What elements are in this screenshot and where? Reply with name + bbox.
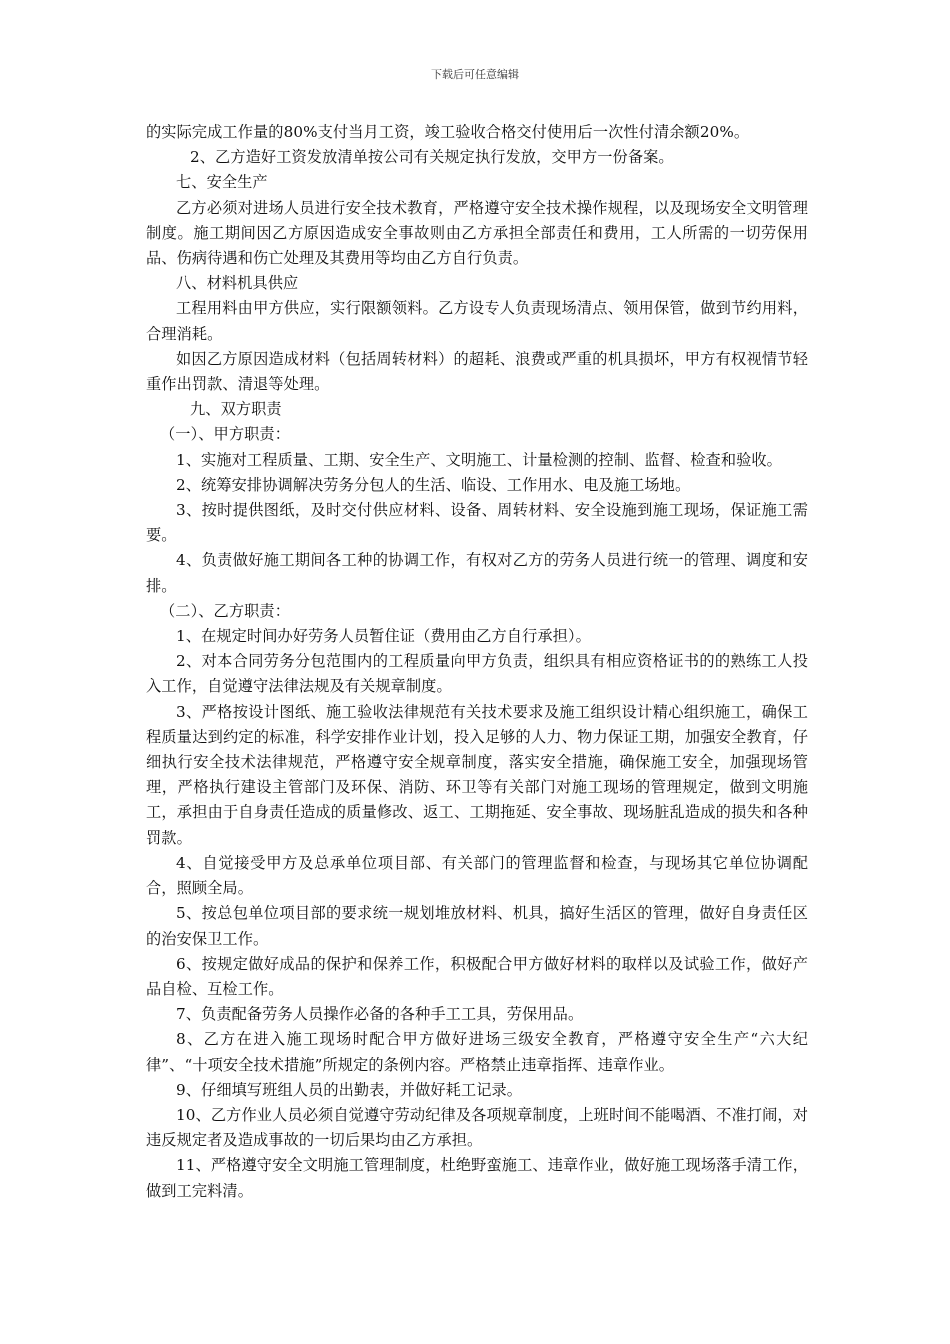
paragraph-payment-continuation: 的实际完成工作量的80%支付当月工资，竣工验收合格交付使用后一次性付清余额20%。 [146,123,750,141]
paragraph-safety: 乙方必须对进场人员进行安全技术教育，严格遵守安全技术操作规程，以及现场安全文明管理制度。施工期间因乙方原因造成安全事故则由乙方承担全部责任和费用，工人所需的一切劳保用品、伤病待遇和伤亡处理及其费用等均由乙方自行负责。 [146,198,808,268]
subheading-party-b: （二）、乙方职责： [160,601,290,620]
list-item: 9、仔细填写班组人员的出勤表，并做好耗工记录。 [176,1080,523,1099]
document-body [146,120,808,1204]
list-item: 5、按总包单位项目部的要求统一规划堆放材料、机具，搞好生活区的管理，做好自身责任区的治安保卫工作。 [146,904,808,948]
section-heading-materials: 八、材料机具供应 [176,274,299,293]
list-item: 2、对本合同劳务分包范围内的工程质量向甲方负责，组织具有相应资格证书的的熟练工人投入工作，自觉遵守法律法规及有关规章制度。 [146,652,808,696]
paragraph-materials-supply: 工程用料由甲方供应，实行限额领料。乙方设专人负责现场清点、领用保管，做到节约用料，合理消耗。 [146,299,808,343]
list-item: 6、按规定做好成品的保护和保养工作，积极配合甲方做好材料的取样以及试验工作，做好产品自检、互检工作。 [146,954,808,998]
list-item: 8、乙方在进入施工现场时配合甲方做好进场三级安全教育，严格遵守安全生产“六大纪律”、“十项安全技术措施”所规定的条例内容。严格禁止违章指挥、违章作业。 [146,1030,808,1074]
list-item: 2、统筹安排协调解决劳务分包人的生活、临设、工作用水、电及施工场地。 [176,475,691,494]
list-item: 4、负责做好施工期间各工种的协调工作，有权对乙方的劳务人员进行统一的管理、调度和安排。 [146,551,808,595]
paragraph-payroll-list: 2、乙方造好工资发放清单按公司有关规定执行发放，交甲方一份备案。 [190,148,674,167]
list-item: 3、严格按设计图纸、施工验收法律规范有关技术要求及施工组织设计精心组织施工，确保工程质量达到约定的标准，科学安排作业计划，投入足够的人力、物力保证工期，加强安全教育，仔细执行安全技术法律规范，严格遵守安全规章制度，落实安全措施，确保施工安全，加强现场管理，严格执行建设主管部门及环保、消防、环卫等有关部门对施工现场的管理规定，做到文明施工，承担由于自身责任造成的质量修改、返工、工期拖延、安全事故、现场脏乱造成的损失和各种罚款。 [146,702,808,847]
section-heading-duties: 九、双方职责 [190,400,282,419]
list-item: 3、按时提供图纸，及时交付供应材料、设备、周转材料、安全设施到施工现场，保证施工需要。 [146,501,808,545]
list-item: 11、严格遵守安全文明施工管理制度，杜绝野蛮施工、违章作业，做好施工现场落手清工作，做到工完料清。 [146,1156,808,1200]
paragraph-materials-penalty: 如因乙方原因造成材料（包括周转材料）的超耗、浪费或严重的机具损坏，甲方有权视情节轻重作出罚款、清退等处理。 [146,349,808,394]
list-item: 1、实施对工程质量、工期、安全生产、文明施工、计量检测的控制、监督、检查和验收。 [176,450,782,469]
list-item: 1、在规定时间办好劳务人员暂住证（费用由乙方自行承担）。 [176,627,591,646]
list-item: 7、负责配备劳务人员操作必备的各种手工工具，劳保用品。 [176,1005,584,1024]
section-heading-safety: 七、安全生产 [176,173,268,192]
subheading-party-a: （一）、甲方职责： [160,425,290,444]
list-item: 4、自觉接受甲方及总承单位项目部、有关部门的管理监督和检查，与现场其它单位协调配合，照顾全局。 [146,853,808,898]
page-header: 下载后可任意编辑 [431,68,519,81]
list-item: 10、乙方作业人员必须自觉遵守劳动纪律及各项规章制度，上班时间不能喝酒、不准打闹，对违反规定者及造成事故的一切后果均由乙方承担。 [146,1105,808,1150]
